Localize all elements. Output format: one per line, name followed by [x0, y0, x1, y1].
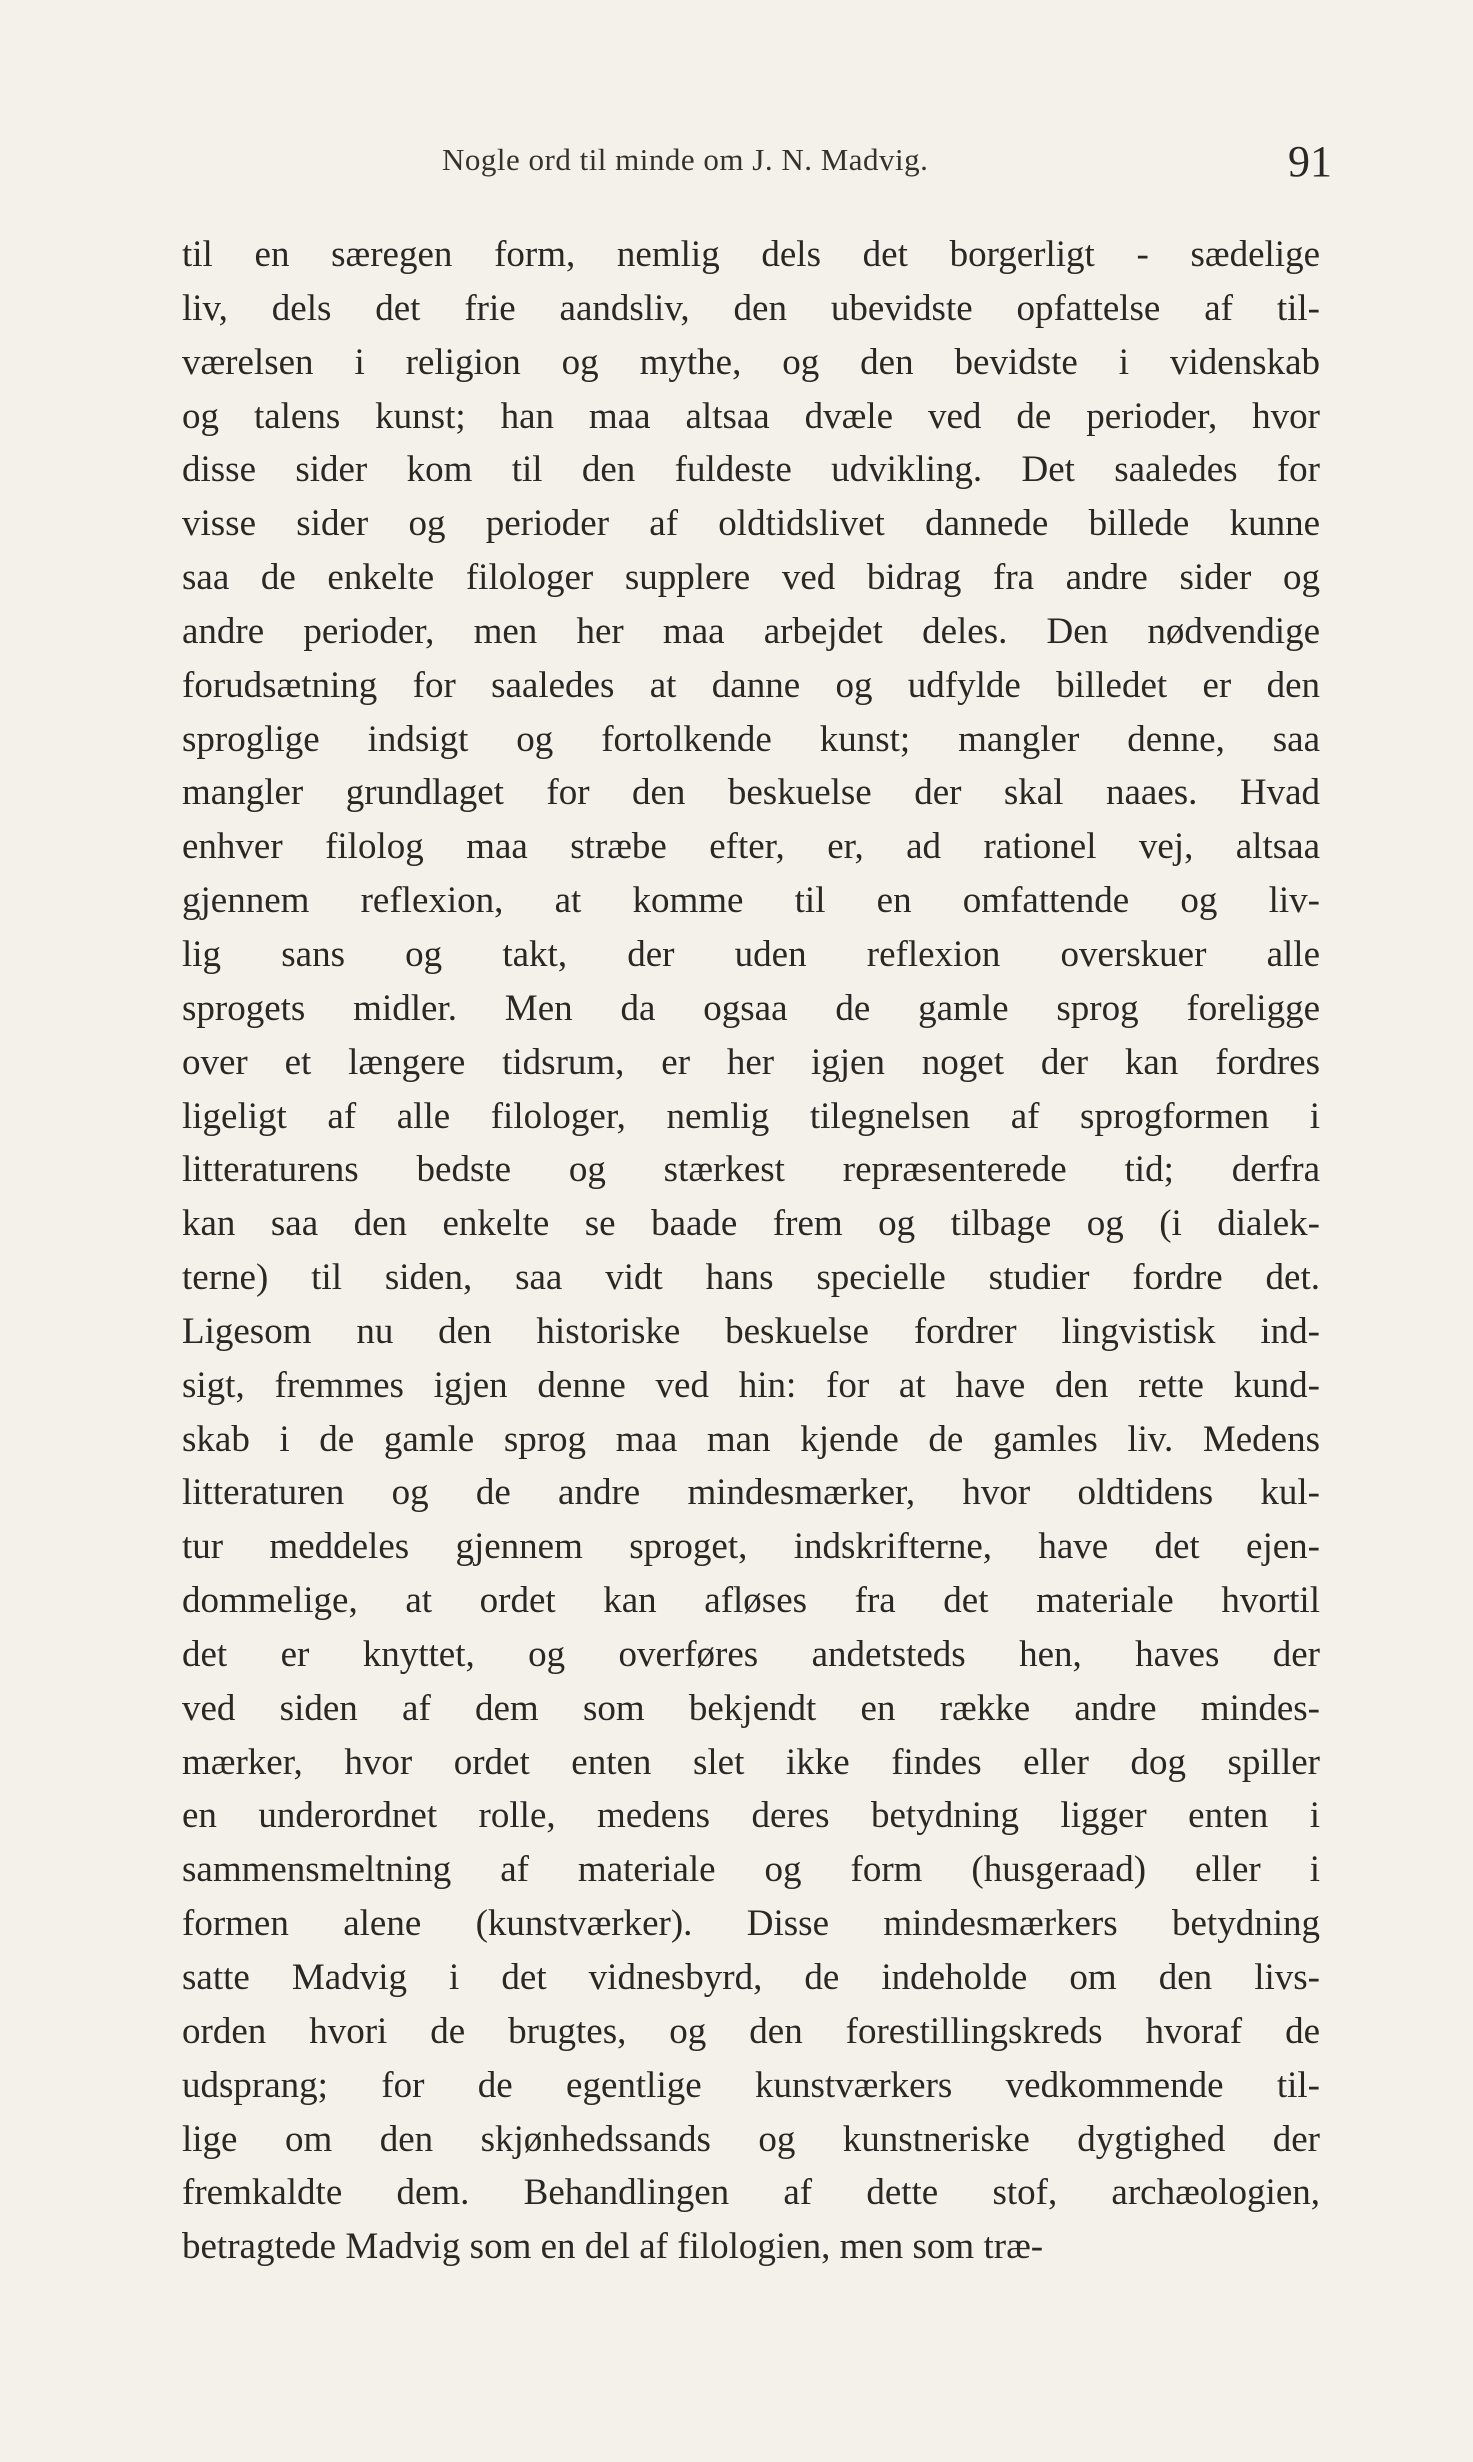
text-line: kan saa den enkelte se baade frem og tilbage og (i dialek-: [182, 1203, 1320, 1245]
text-line: formen alene (kunstværker). Disse mindesmærkers betydning: [182, 1903, 1320, 1945]
text-line: satte Madvig i det vidnesbyrd, de indeholde om den livs-: [182, 1957, 1320, 1998]
text-line: sammensmeltning af materiale og form (husgeraad) eller i: [182, 1849, 1320, 1891]
text-line: lig sans og takt, der uden reflexion overskuer alle: [182, 933, 1320, 975]
text-line: Ligesom nu den historiske beskuelse fordrer lingvistisk ind-: [182, 1310, 1320, 1352]
text-line: enhver filolog maa stræbe efter, er, ad rationel vej, altsaa: [182, 826, 1320, 868]
text-line: lige om den skjønhedssands og kunstneriske dygtighed der: [182, 2118, 1320, 2160]
text-line: disse sider kom til den fuldeste udvikling. Det saaledes for: [182, 449, 1320, 491]
text-line: til en særegen form, nemlig dels det borgerligt - sædelige: [182, 234, 1320, 275]
text-line: sigt, fremmes igjen denne ved hin: for at have den rette kund-: [182, 1364, 1320, 1406]
text-line: litteraturens bedste og stærkest repræsenterede tid; derfra: [182, 1149, 1320, 1191]
text-line: forudsætning for saaledes at danne og udfylde billedet er den: [182, 664, 1320, 706]
text-line: gjennem reflexion, at komme til en omfattende og liv-: [182, 880, 1320, 922]
running-head: [182, 136, 1332, 192]
text-line: mangler grundlaget for den beskuelse der skal naaes. Hvad: [182, 772, 1320, 814]
text-line: værelsen i religion og mythe, og den bevidste i videnskab: [182, 341, 1320, 383]
text-line: ligeligt af alle filologer, nemlig tilegnelsen af sprogformen i: [182, 1095, 1320, 1137]
text-line: tur meddeles gjennem sproget, indskrifterne, have det ejen-: [182, 1526, 1320, 1568]
text-line: litteraturen og de andre mindesmærker, hvor oldtidens kul-: [182, 1472, 1320, 1514]
text-line: sproglige indsigt og fortolkende kunst; mangler denne, saa: [182, 718, 1320, 760]
text-line: betragtede Madvig som en del af filologien, men som træ-: [182, 2226, 1044, 2268]
text-line: udsprang; for de egentlige kunstværkers vedkommende til-: [182, 2064, 1320, 2106]
text-line: orden hvori de brugtes, og den forestillingskreds hvoraf de: [182, 2010, 1320, 2052]
text-line: det er knyttet, og overføres andetsteds hen, haves der: [182, 1633, 1320, 1675]
running-title: Nogle ord til minde om J. N. Madvig.: [442, 142, 929, 177]
text-line: fremkaldte dem. Behandlingen af dette stof, archæologien,: [182, 2172, 1320, 2214]
text-line: over et længere tidsrum, er her igjen noget der kan fordres: [182, 1041, 1320, 1083]
body-text: [182, 228, 1320, 2274]
text-line: dommelige, at ordet kan afløses fra det materiale hvortil: [182, 1580, 1320, 1622]
text-line: sprogets midler. Men da ogsaa de gamle sprog foreligge: [182, 987, 1320, 1029]
text-line: liv, dels det frie aandsliv, den ubevidste opfattelse af til-: [182, 287, 1320, 329]
text-line: og talens kunst; han maa altsaa dvæle ved de perioder, hvor: [182, 395, 1320, 437]
page-number: 91: [1288, 137, 1332, 186]
text-line: saa de enkelte filologer supplere ved bidrag fra andre sider og: [182, 557, 1320, 599]
text-line: ved siden af dem som bekjendt en række andre mindes-: [182, 1687, 1320, 1729]
text-line: visse sider og perioder af oldtidslivet dannede billede kunne: [182, 503, 1320, 545]
text-line: mærker, hvor ordet enten slet ikke findes eller dog spiller: [182, 1741, 1320, 1783]
text-line: skab i de gamle sprog maa man kjende de gamles liv. Medens: [182, 1418, 1320, 1460]
text-line: en underordnet rolle, medens deres betydning ligger enten i: [182, 1795, 1320, 1837]
text-line: andre perioder, men her maa arbejdet deles. Den nødvendige: [182, 610, 1320, 652]
text-line: terne) til siden, saa vidt hans specielle studier fordre det.: [182, 1257, 1320, 1299]
